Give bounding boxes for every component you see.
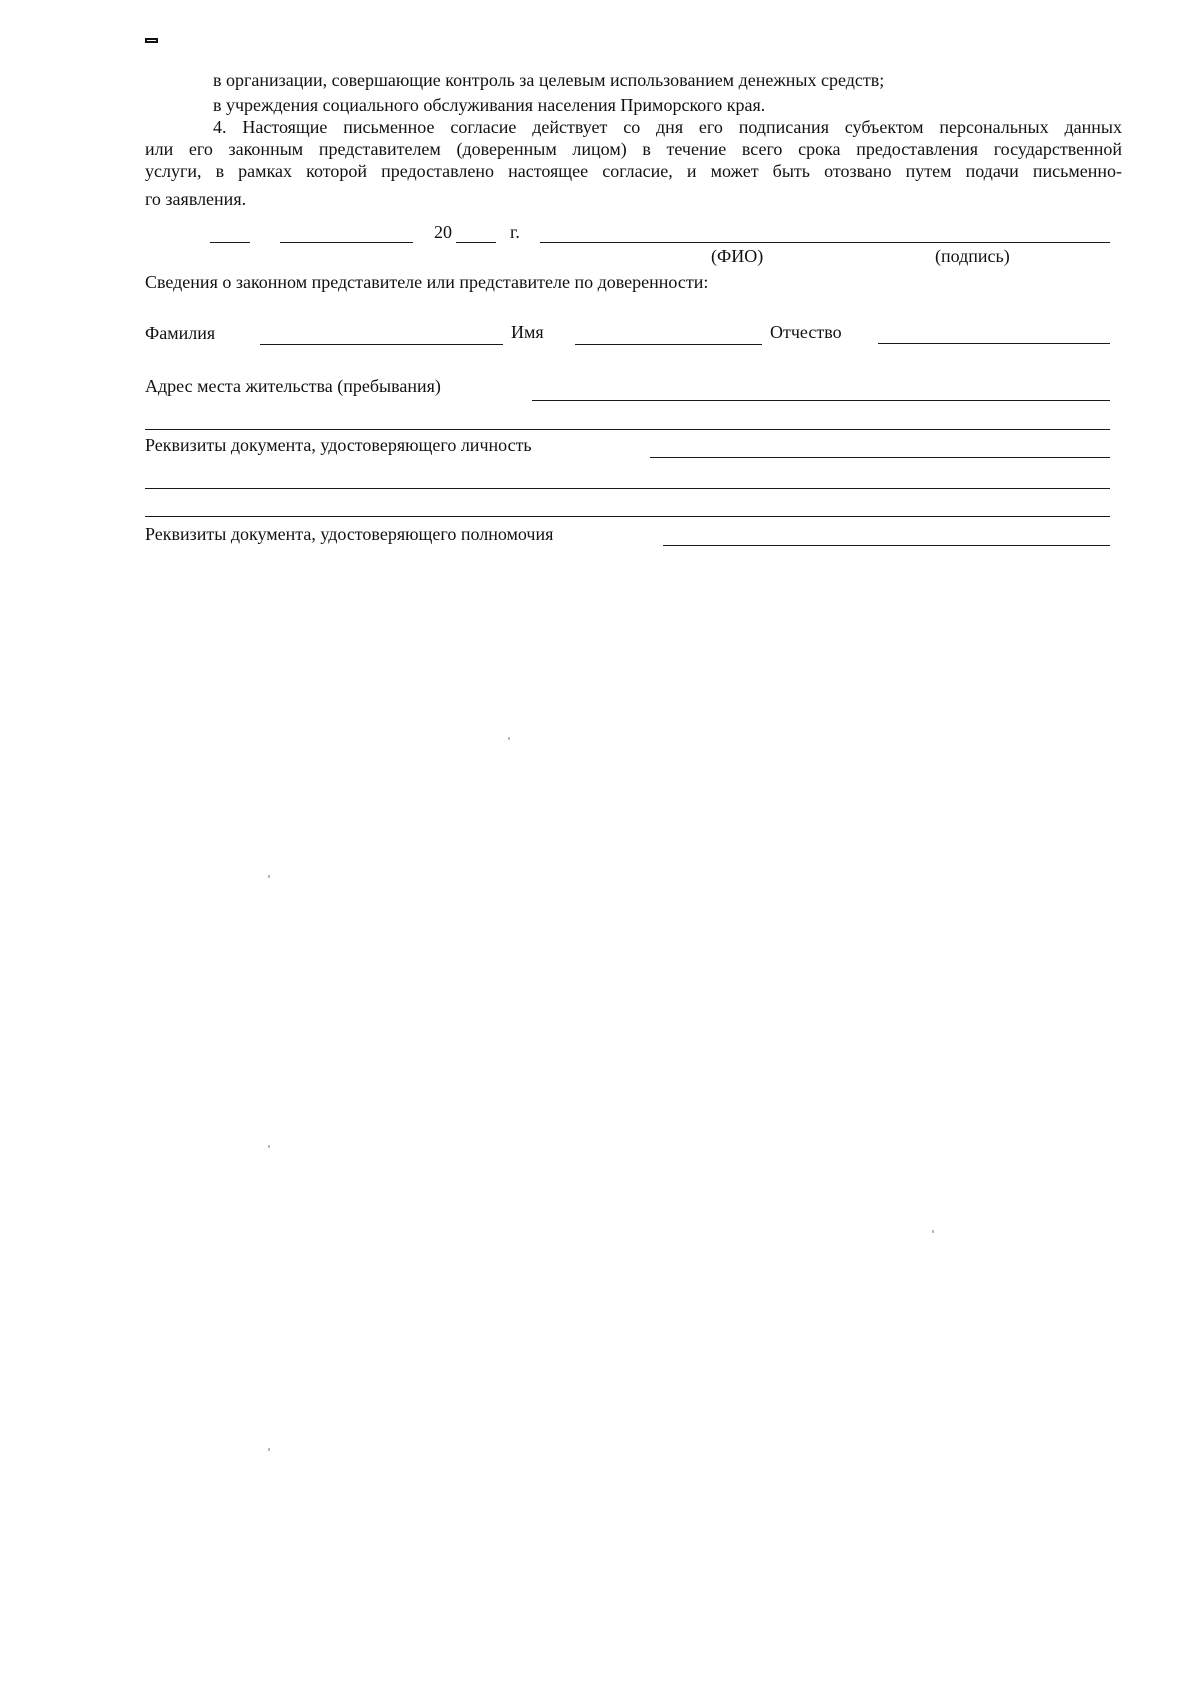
paragraph-4-line-2: или его законным представителем (доверенным лицом) в течение всего срока предоставления государственной [145, 139, 1122, 159]
scan-speck [932, 1230, 934, 1233]
name-field[interactable] [575, 344, 762, 345]
scan-speck [268, 1448, 270, 1451]
address-label: Адрес места жительства (пребывания) [145, 376, 441, 396]
scan-speck [508, 737, 510, 740]
surname-label: Фамилия [145, 323, 216, 343]
list-item-social-institutions: в учреждения социального обслуживания населения Приморского края. [213, 95, 766, 115]
year-suffix: г. [510, 222, 520, 242]
page-marker [145, 38, 158, 43]
patronymic-field[interactable] [878, 343, 1110, 344]
id-document-field-continued[interactable] [145, 488, 1110, 489]
authority-document-label: Реквизиты документа, удостоверяющего полномочия [145, 524, 554, 544]
id-document-field-extra[interactable] [145, 516, 1110, 517]
authority-document-field[interactable] [663, 545, 1110, 546]
paragraph-4-line-3: услуги, в рамках которой предоставлено настоящее согласие, и может быть отозвано путем подачи письменно- [145, 161, 1122, 181]
paragraph-4-line-4: го заявления. [145, 189, 247, 209]
representative-heading: Сведения о законном представителе или представителе по доверенности: [145, 272, 709, 292]
month-blank[interactable] [280, 242, 413, 243]
year-prefix: 20 [434, 222, 452, 242]
name-label: Имя [511, 322, 544, 342]
day-blank[interactable] [210, 242, 250, 243]
fio-caption: (ФИО) [711, 246, 764, 266]
list-item-organizations: в организации, совершающие контроль за целевым использованием денежных средств; [213, 70, 885, 90]
surname-field[interactable] [260, 344, 503, 345]
scan-speck [268, 875, 270, 878]
scan-speck [268, 1145, 270, 1148]
id-document-field[interactable] [650, 457, 1110, 458]
signature-caption: (подпись) [935, 246, 1010, 266]
paragraph-4-line-1: 4. Настоящие письменное согласие действует со дня его подписания субъектом персональных данных [213, 117, 1122, 137]
address-field[interactable] [532, 400, 1110, 401]
year-blank[interactable] [456, 242, 496, 243]
address-field-continued[interactable] [145, 429, 1110, 430]
patronymic-label: Отчество [770, 322, 842, 342]
id-document-label: Реквизиты документа, удостоверяющего личность [145, 435, 532, 455]
fio-signature-blank[interactable] [540, 242, 1110, 243]
